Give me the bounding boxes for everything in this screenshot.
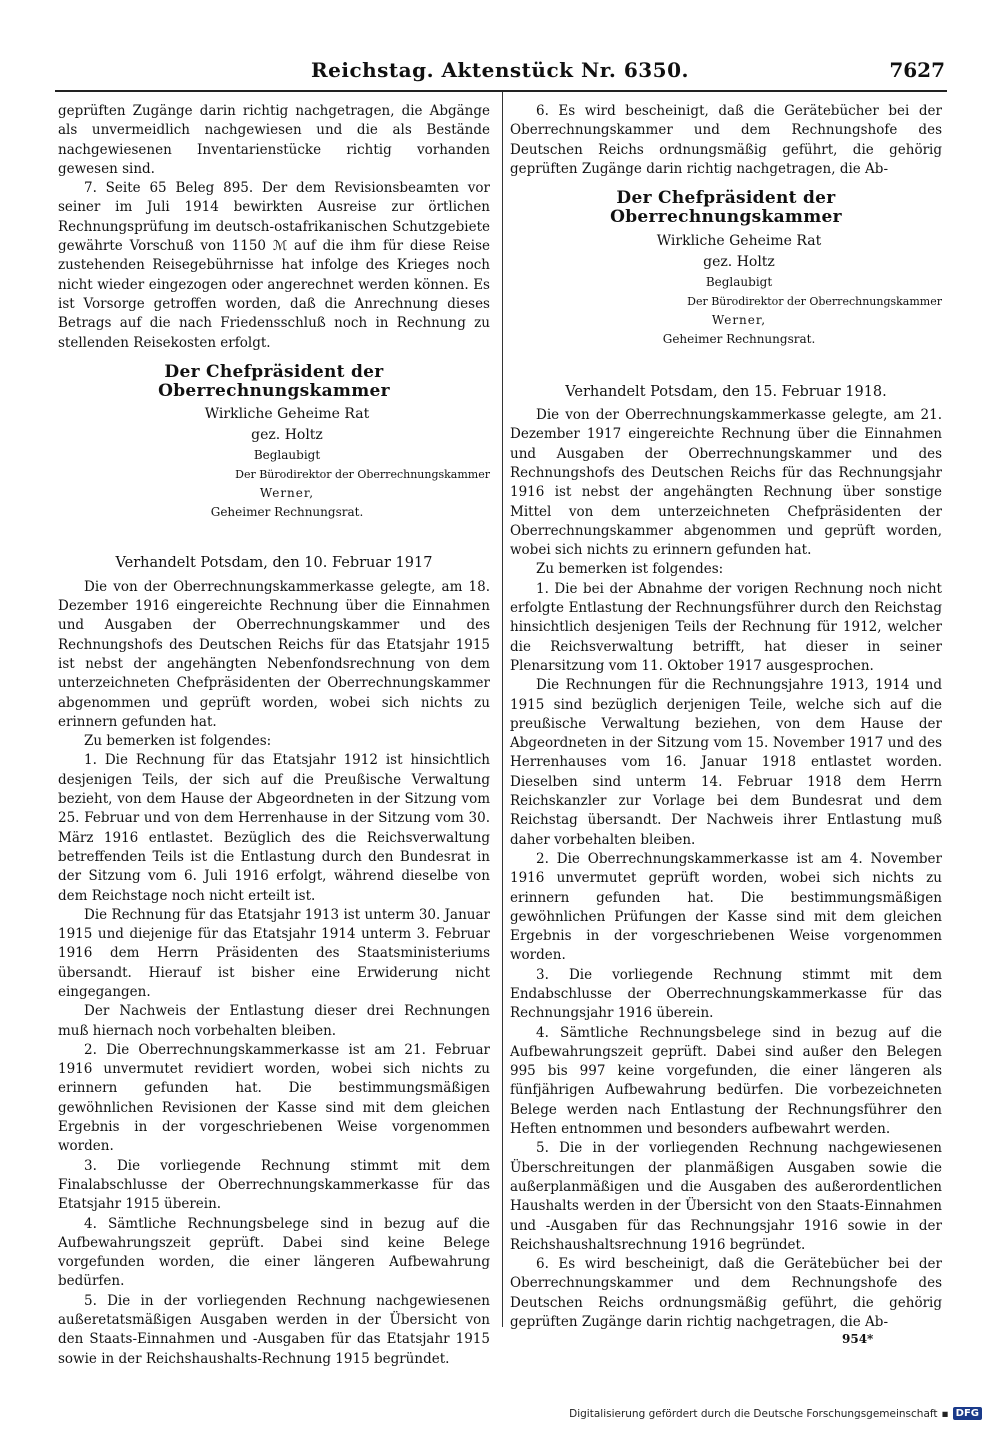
right-column	[510, 102, 942, 1332]
paragraph: Die Rechnung für das Etatsjahr 1913 ist unterm 30. Januar 1915 und diejenige für das Etatsjahr 1914 unterm 3. Februar 1916 dem Herrn Präsidenten des Staatsministeriums übersandt. Hierauf ist bisher eine Erwiderung nicht eingegangen.	[58, 906, 490, 1000]
paragraph: Die von der Oberrechnungskammerkasse gelegte, am 21. Dezember 1917 eingereichte Rechnung über die Einnahmen und Ausgaben der Oberrechnungskammer und des Rechnungshofs des Deutschen Reichs für das Rechnungsjahr 1916 ist nebst der angehängten Rechnung über sonstige Mittel von dem unterzeichneten Chefpräsidenten der Oberrechnungskammer abgenommen und geprüft worden, wobei sich nichts zu erinnern gefunden hat.	[510, 407, 942, 559]
paragraph: geprüften Zugänge darin richtig nachgetragen, die Abgänge als unvermeidlich nachgewiesen und die als Bestände nachgewiesenen Inventarienstücke richtig vorhanden gewesen sind.	[58, 103, 490, 177]
sheet-number: 954*	[842, 1332, 874, 1346]
paragraph: Die Rechnungen für die Rechnungsjahre 1913, 1914 und 1915 sind bezüglich derjenigen Teile, welche sich auf die preußische Verwaltung beziehen, von dem Hause der Abgeordneten in der Sitzung vom 15. November 1917 und des Herrenhauses vom 16. Januar 1918 entlastet worden. Dieselben sind unterm 14. Februar 1918 dem Herrn Reichskanzler zur Vorlage bei dem Bundesrat und dem Reichstag übersandt. Der Nachweis ihrer Entlastung muß daher vorbehalten bleiben.	[510, 677, 942, 848]
paragraph: Der Nachweis der Entlastung dieser drei Rechnungen muß hiernach noch vorbehalten bleiben.	[58, 1003, 490, 1039]
dfg-logo-icon: DFG	[953, 1407, 982, 1420]
paragraph-4: 4. Sämtliche Rechnungsbelege sind in bezug auf die Aufbewahrungszeit geprüft. Dabei sind außer den Belegen 995 bis 997 keine vorgefunden, die einer längeren als fünfjährigen Aufbewahrung bedürfen. Die vorbezeichneten Belege werden nach Entlastung der Rechnungsführer den Heften entnommen und besonders aufbewahrt werden.	[510, 1024, 942, 1138]
director-label: Der Bürodirektor der Oberrechnungskammer	[235, 468, 490, 482]
signature-rank: Wirkliche Geheime Rat	[656, 232, 822, 249]
director-label: Der Bürodirektor der Oberrechnungskammer	[687, 294, 942, 308]
paragraph-3: 3. Die vorliegende Rechnung stimmt mit dem Endabschlusse der Oberrechnungskammerkasse für das Rechnungsjahr 1916 überein.	[510, 966, 942, 1022]
separator: ▪	[941, 1407, 949, 1420]
certified-label: Beglaubigt	[253, 448, 321, 463]
footer-text: Digitalisierung gefördert durch die Deutsche Forschungsgemeinschaft	[569, 1407, 938, 1420]
page-header	[55, 58, 945, 88]
paragraph-5: 5. Die in der vorliegenden Rechnung nachgewiesenen Überschreitungen der planmäßigen Ausgaben sowie die außerplanmäßigen und die Ausgaben des außerordentlichen Haushalts werden in der Übersicht von den Staats-Einnahmen und -Ausgaben für das Rechnungsjahr 1916 sowie in der Reichshaushaltsrechnung 1916 begründet.	[510, 1140, 942, 1253]
director-title: Geheimer Rechnungsrat.	[662, 331, 816, 346]
signature-name: gez. Holtz	[703, 253, 775, 270]
paragraph: Die von der Oberrechnungskammerkasse gelegte, am 18. Dezember 1916 eingereichte Rechnung über die Einnahmen und Ausgaben der Oberrechnungskammer und des Rechnungshofs des Deutschen Reichs für das Etatsjahr 1915 ist nebst der angehängten Nebenfondsrechnung von dem unterzeichneten Chefpräsidenten der Oberrechnungskammer abgenommen und geprüft worden, wobei sich nichts zu erinnern gefunden hat.	[58, 578, 490, 730]
digitization-footer	[569, 1407, 982, 1420]
director-name: Werner,	[711, 312, 767, 327]
paragraph-2: 2. Die Oberrechnungskammerkasse ist am 21. Februar 1916 unvermutet revidiert worden, wobei sich nichts zu erinnern gefunden hat. Die bestimmungsmäßigen gewöhnlichen Revisionen der Kasse sind mit dem gleichen Ergebnis in der vorgeschriebenen Weise vorgenommen worden.	[58, 1041, 490, 1155]
paragraph-6: 6. Es wird bescheinigt, daß die Gerätebücher bei der Oberrechnungskammer und dem Rechnungshofe des Deutschen Reichs ordnungsmäßig geführt, die gehörig geprüften Zugänge darin richtig nachgetragen, die Ab-	[510, 103, 942, 177]
header-rule	[55, 90, 947, 92]
left-column	[58, 102, 490, 1369]
paragraph-1: 1. Die bei der Abnahme der vorigen Rechnung noch nicht erfolgte Entlastung der Rechnungsführer durch den Reichstag hinsichtlich desjenigen Teils der Rechnung für 1912, welcher die Reichsverwaltung betrifft, hat dieser in seiner Plenarsitzung vom 11. Oktober 1917 ausgesprochen.	[510, 580, 942, 674]
paragraph: Zu bemerken ist folgendes:	[536, 561, 724, 578]
paragraph-3: 3. Die vorliegende Rechnung stimmt mit dem Finalabschlusse der Oberrechnungskammerkasse für das Etatsjahr 1915 überein.	[58, 1157, 490, 1213]
column-divider	[502, 92, 503, 1327]
director-title: Geheimer Rechnungsrat.	[210, 505, 364, 520]
paragraph: Zu bemerken ist folgendes:	[84, 733, 272, 750]
signature-rank: Wirkliche Geheime Rat	[204, 406, 370, 423]
paragraph-1: 1. Die Rechnung für das Etatsjahr 1912 ist hinsichtlich desjenigen Teils, der sich auf die Preußische Verwaltung bezieht, von dem Hause der Abgeordneten in der Sitzung vom 25. Februar und von dem Herrenhause in der Sitzung vom 30. März 1916 entlastet. Bezüglich des die Reichsverwaltung betreffenden Teils ist die Entlastung durch den Bundesrat in der Sitzung vom 6. Juli 1916 erfolgt, während dieselbe von dem Reichstage noch nicht erteilt ist.	[58, 752, 490, 904]
signature-name: gez. Holtz	[251, 427, 323, 444]
signature-title: Der Chefpräsident der Oberrechnungskammer	[158, 361, 390, 402]
signature-title: Der Chefpräsident der Oberrechnungskammer	[610, 188, 842, 228]
page-number: 7627	[889, 58, 945, 82]
paragraph-7: 7. Seite 65 Beleg 895. Der dem Revisionsbeamten vor seiner im Juli 1914 bewirkten Ausreise zur örtlichen Rechnungsprüfung im deutsch-ostafrikanischen Schutzgebiete gewährte Vorschuß von 1150 ℳ auf die ihm für diese Reise zustehenden Reisegebührnisse hat infolge des Krieges noch nicht wieder eingezogen oder angerechnet werden können. Es ist Vorsorge getroffen worden, daß die Anrechnung dieses Betrags auf die nach Friedensschluß noch in Rechnung zu stellenden Reisekosten erfolgt.	[58, 180, 490, 351]
certified-label: Beglaubigt	[705, 274, 773, 289]
paragraph-4: 4. Sämtliche Rechnungsbelege sind in bezug auf die Aufbewahrungszeit geprüft. Dabei sind keine Belege vorgefunden worden, die einer längeren Aufbewahrung bedürfen.	[58, 1215, 490, 1290]
paragraph-2: 2. Die Oberrechnungskammerkasse ist am 4. November 1916 unvermutet geprüft worden, wobei sich nichts zu erinnern gefunden hat. Die bestimmungsmäßigen gewöhnlichen Prüfungen der Kasse sind mit dem gleichen Ergebnis in der vorgeschriebenen Weise vorgenommen worden.	[510, 850, 942, 964]
paragraph-5: 5. Die in der vorliegenden Rechnung nachgewiesenen außeretatsmäßigen Ausgaben werden in der Übersicht von den Staats-Einnahmen und -Ausgaben für das Etatsjahr 1915 sowie in der Reichshaushalts-Rechnung 1915 begründet.	[58, 1292, 490, 1367]
protocol-heading: Verhandelt Potsdam, den 15. Februar 1918.	[565, 383, 887, 400]
running-title: Reichstag. Aktenstück Nr. 6350.	[311, 58, 689, 82]
protocol-heading: Verhandelt Potsdam, den 10. Februar 1917	[115, 555, 433, 572]
paragraph-6: 6. Es wird bescheinigt, daß die Gerätebücher bei der Oberrechnungskammer und dem Rechnungshofe des Deutschen Reichs ordnungsmäßig geführt, die gehörig geprüften Zugänge darin richtig nachgetragen, die Ab-	[510, 1256, 942, 1331]
director-name: Werner,	[259, 486, 315, 501]
